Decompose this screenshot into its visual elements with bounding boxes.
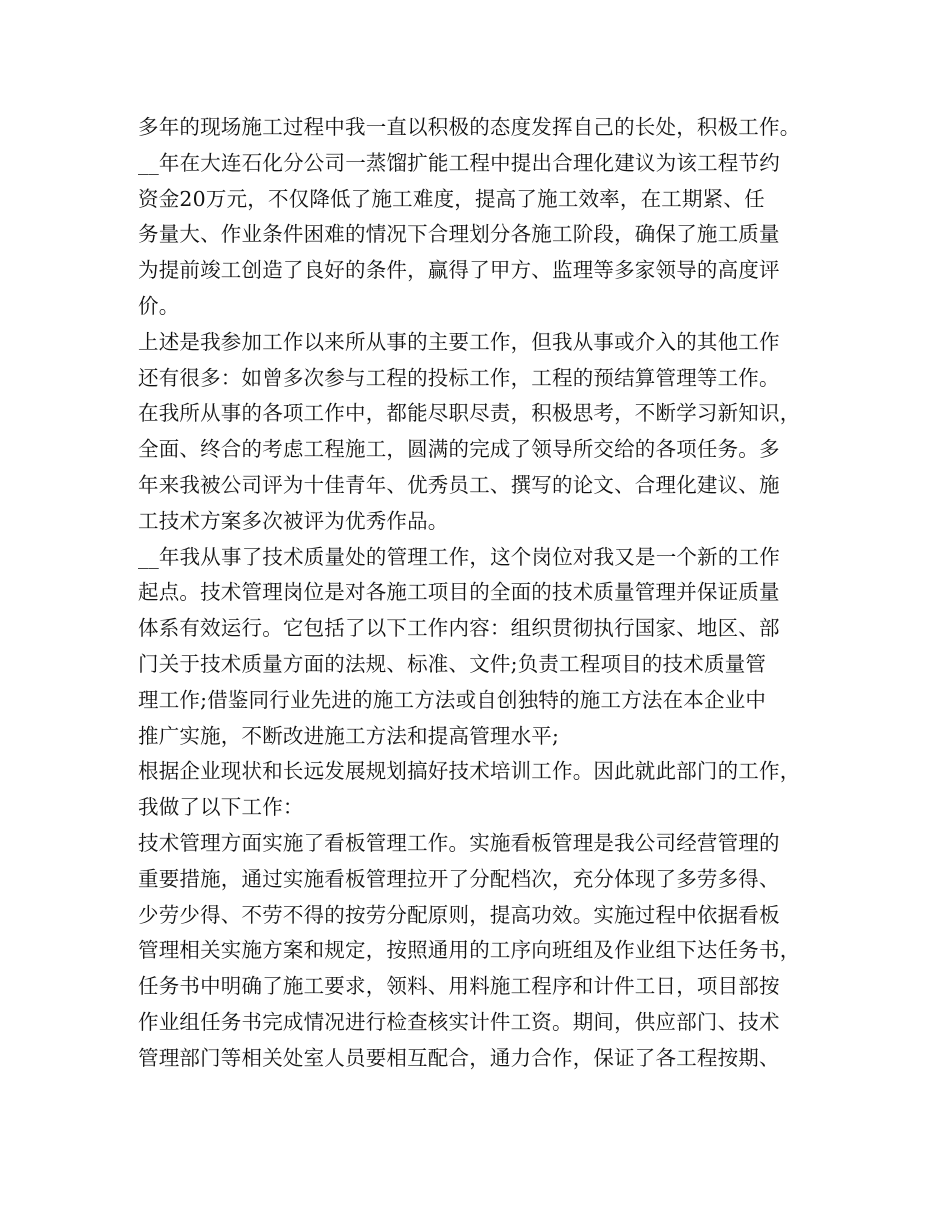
paragraph-1: 多年的现场施工过程中我一直以积极的态度发挥自己的长处，积极工作。 __年在大连石化分公司一蒸馏扩能工程中提出合理化建议为该工程节约 资金20万元，不仅降低了施工难度，提高了施工效率，在工期紧、任 务量大、作业条件困难的情况下合理划分各施工阶段，确保了施工质量 为提前竣工创造了良好的条件，赢得了甲方、监理等多家领导的高度评 价。	[138, 115, 801, 318]
paragraph-3: __年我从事了技术质量处的管理工作，这个岗位对我又是一个新的工作 起点。技术管理岗位是对各施工项目的全面的技术质量管理并保证质量 体系有效运行。它包括了以下工作内容：组织贯彻执行国家、地区、部 门关于技术质量方面的法规、标准、文件;负责工程项目的技术质量管 理工作;借鉴同行业先进的施工方法或自创独特的施工方法在本企业中 推广实施，不断改进施工方法和提高管理水平;	[138, 544, 780, 748]
paragraph-4: 根据企业现状和长远发展规划搞好技术培训工作。因此就此部门的工作， 我做了以下工作：	[138, 759, 801, 820]
document-body	[138, 110, 818, 1077]
paragraph-2: 上述是我参加工作以来所从事的主要工作，但我从事或介入的其他工作 还有很多：如曾多次参与工程的投标工作，工程的预结算管理等工作。 在我所从事的各项工作中，都能尽职尽责，积极思考，不断学习新知识， 全面、终合的考虑工程施工，圆满的完成了领导所交给的各项任务。多 年来我被公司评为十佳青年、优秀员工、撰写的论文、合理化建议、施 工技术方案多次被评为优秀作品。	[138, 329, 801, 533]
paragraph-5: 技术管理方面实施了看板管理工作。实施看板管理是我公司经营管理的 重要措施，通过实施看板管理拉开了分配档次，充分体现了多劳多得、 少劳少得、不劳不得的按劳分配原则，提高功效。实施过程中依据看板 管理相关实施方案和规定，按照通用的工序向班组及作业组下达任务书， 任务书中明确了施工要求，领料、用料施工程序和计件工日，项目部按 作业组任务书完成情况进行检查核实计件工资。期间，供应部门、技术 管理部门等相关处室人员要相互配合，通力合作，保证了各工程按期、	[138, 830, 801, 1070]
